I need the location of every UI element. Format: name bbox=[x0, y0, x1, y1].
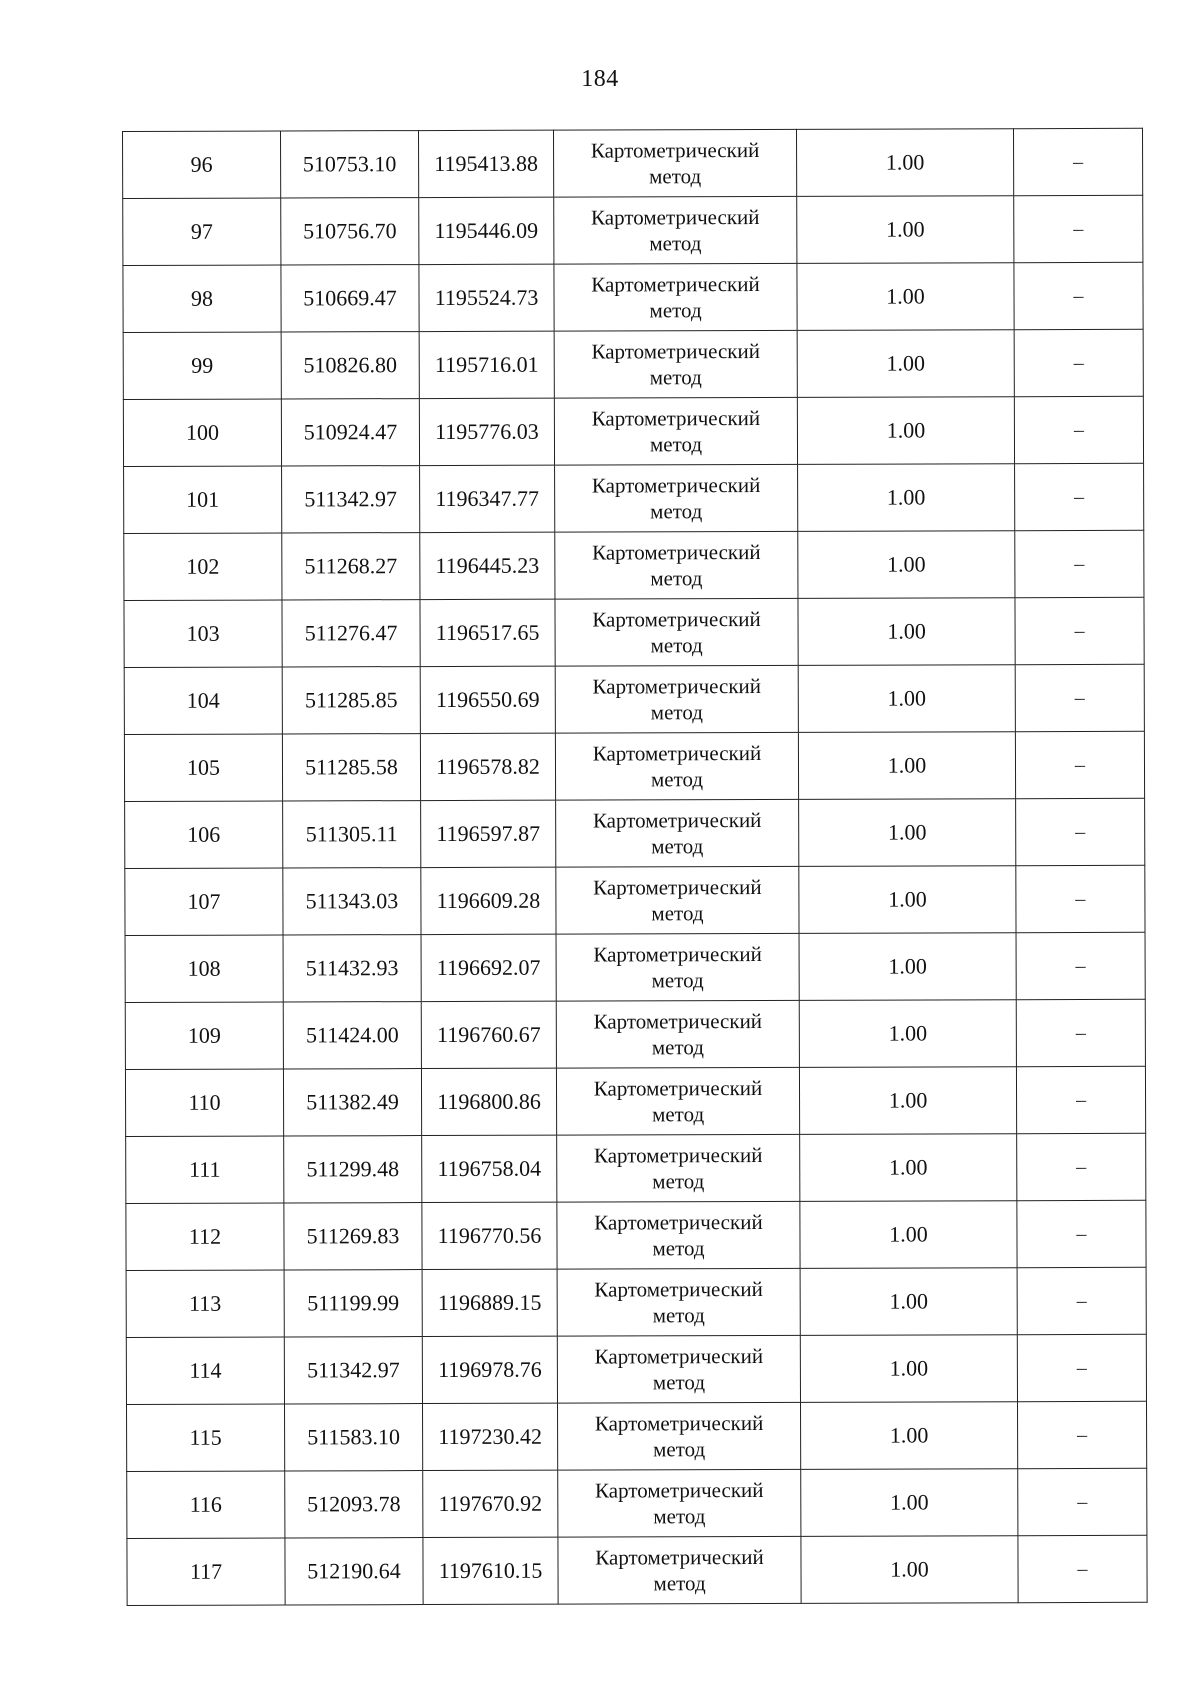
x-coordinate-cell: 511299.48 bbox=[284, 1136, 422, 1203]
precision-cell: 1.00 bbox=[796, 129, 1013, 197]
y-coordinate-cell: 1197230.42 bbox=[422, 1403, 557, 1470]
y-coordinate-cell: 1196609.28 bbox=[421, 867, 556, 934]
note-cell: – bbox=[1017, 1133, 1146, 1200]
table-row bbox=[123, 128, 1143, 198]
table-row bbox=[126, 1334, 1146, 1404]
page-number: 184 bbox=[581, 66, 619, 92]
method-line-1: Картометрический bbox=[593, 1075, 763, 1101]
table-row bbox=[123, 396, 1143, 466]
point-number-cell: 105 bbox=[124, 734, 282, 801]
y-coordinate-cell: 1195776.03 bbox=[419, 398, 554, 465]
method-line-1: Картометрический bbox=[593, 1142, 763, 1168]
method-line-2: метод bbox=[650, 499, 703, 524]
method-line-1: Картометрический bbox=[593, 941, 762, 967]
x-coordinate-cell: 511305.11 bbox=[283, 801, 421, 868]
method-line-2: метод bbox=[651, 834, 704, 859]
note-cell: – bbox=[1017, 1267, 1146, 1334]
table-row bbox=[125, 798, 1145, 868]
method-line-1: Картометрический bbox=[591, 271, 760, 297]
point-number-cell: 98 bbox=[123, 265, 281, 332]
method-line-1: Картометрический bbox=[594, 1410, 764, 1436]
x-coordinate-cell: 512093.78 bbox=[285, 1471, 423, 1538]
method-cell bbox=[556, 866, 799, 934]
precision-cell: 1.00 bbox=[797, 196, 1014, 264]
x-coordinate-cell: 511269.83 bbox=[284, 1203, 422, 1270]
note-cell: – bbox=[1016, 798, 1145, 865]
precision-cell: 1.00 bbox=[797, 263, 1014, 331]
table-row bbox=[124, 463, 1144, 533]
coordinates-table-container bbox=[122, 128, 1147, 1606]
precision-cell: 1.00 bbox=[800, 1268, 1017, 1336]
note-cell: – bbox=[1013, 128, 1142, 195]
x-coordinate-cell: 511268.27 bbox=[282, 533, 420, 600]
table-row bbox=[124, 664, 1144, 734]
y-coordinate-cell: 1196978.76 bbox=[422, 1336, 557, 1403]
method-line-2: метод bbox=[649, 298, 702, 323]
y-coordinate-cell: 1196445.23 bbox=[420, 532, 555, 599]
x-coordinate-cell: 510826.80 bbox=[281, 332, 419, 399]
method-line-2: метод bbox=[652, 1370, 706, 1395]
table-row bbox=[126, 1267, 1146, 1337]
x-coordinate-cell: 511342.97 bbox=[282, 466, 420, 533]
note-cell: – bbox=[1016, 865, 1145, 932]
table-row bbox=[123, 195, 1143, 265]
precision-cell: 1.00 bbox=[798, 732, 1015, 800]
point-number-cell: 117 bbox=[127, 1538, 285, 1605]
precision-cell: 1.00 bbox=[798, 598, 1015, 666]
point-number-cell: 101 bbox=[124, 466, 282, 533]
point-number-cell: 111 bbox=[126, 1136, 284, 1203]
precision-cell: 1.00 bbox=[798, 665, 1015, 733]
point-number-cell: 115 bbox=[127, 1404, 285, 1471]
point-number-cell: 106 bbox=[125, 801, 283, 868]
table-row bbox=[125, 999, 1145, 1069]
table-row bbox=[123, 329, 1143, 399]
method-line-2: метод bbox=[650, 767, 704, 792]
method-line-2: метод bbox=[649, 231, 702, 256]
note-cell: – bbox=[1015, 731, 1144, 798]
method-line-1: Картометрический bbox=[593, 1008, 763, 1034]
x-coordinate-cell: 511342.97 bbox=[284, 1337, 422, 1404]
method-cell bbox=[557, 1201, 800, 1269]
point-number-cell: 97 bbox=[123, 198, 281, 265]
method-line-2: метод bbox=[649, 432, 703, 457]
y-coordinate-cell: 1196889.15 bbox=[422, 1269, 557, 1336]
table-row bbox=[125, 865, 1145, 935]
point-number-cell: 102 bbox=[124, 533, 282, 600]
coordinates-table bbox=[122, 128, 1148, 1606]
table-row bbox=[126, 1200, 1146, 1270]
y-coordinate-cell: 1195524.73 bbox=[419, 264, 554, 331]
point-number-cell: 99 bbox=[123, 332, 281, 399]
table-row bbox=[127, 1468, 1147, 1538]
x-coordinate-cell: 510756.70 bbox=[281, 198, 419, 265]
method-line-2: метод bbox=[649, 164, 702, 189]
note-cell: – bbox=[1014, 195, 1143, 262]
x-coordinate-cell: 511343.03 bbox=[283, 868, 421, 935]
y-coordinate-cell: 1196578.82 bbox=[420, 733, 555, 800]
method-line-2: метод bbox=[651, 968, 704, 993]
method-cell bbox=[556, 1067, 799, 1135]
y-coordinate-cell: 1195446.09 bbox=[419, 197, 554, 264]
point-number-cell: 100 bbox=[123, 399, 281, 466]
method-line-2: метод bbox=[650, 700, 703, 725]
y-coordinate-cell: 1197670.92 bbox=[423, 1470, 558, 1537]
method-cell bbox=[557, 1335, 800, 1403]
method-line-1: Картометрический bbox=[594, 1209, 763, 1235]
y-coordinate-cell: 1196758.04 bbox=[422, 1135, 557, 1202]
precision-cell: 1.00 bbox=[800, 1402, 1017, 1470]
note-cell: – bbox=[1017, 1401, 1146, 1468]
method-cell bbox=[556, 1000, 799, 1068]
y-coordinate-cell: 1196517.65 bbox=[420, 599, 555, 666]
y-coordinate-cell: 1196597.87 bbox=[421, 800, 556, 867]
method-cell bbox=[557, 1268, 800, 1336]
note-cell: – bbox=[1015, 530, 1144, 597]
note-cell: – bbox=[1017, 1200, 1146, 1267]
y-coordinate-cell: 1196347.77 bbox=[420, 465, 555, 532]
method-line-2: метод bbox=[653, 1504, 706, 1529]
table-row bbox=[124, 530, 1144, 600]
y-coordinate-cell: 1195413.88 bbox=[419, 130, 554, 197]
table-row bbox=[127, 1535, 1147, 1605]
precision-cell: 1.00 bbox=[799, 1000, 1016, 1068]
method-cell bbox=[555, 531, 798, 599]
method-cell bbox=[558, 1469, 801, 1537]
method-cell bbox=[557, 1402, 800, 1470]
x-coordinate-cell: 510669.47 bbox=[281, 265, 419, 332]
method-cell bbox=[558, 1536, 801, 1604]
x-coordinate-cell: 511583.10 bbox=[285, 1404, 423, 1471]
y-coordinate-cell: 1196770.56 bbox=[422, 1202, 557, 1269]
precision-cell: 1.00 bbox=[797, 330, 1014, 398]
table-row bbox=[123, 262, 1143, 332]
precision-cell: 1.00 bbox=[801, 1536, 1018, 1604]
method-line-2: метод bbox=[652, 1236, 705, 1261]
method-line-1: Картометрический bbox=[592, 539, 761, 565]
precision-cell: 1.00 bbox=[799, 799, 1016, 867]
method-line-2: метод bbox=[649, 365, 702, 390]
y-coordinate-cell: 1196760.67 bbox=[421, 1001, 556, 1068]
point-number-cell: 96 bbox=[123, 131, 281, 198]
method-line-1: Картометрический bbox=[594, 1343, 764, 1369]
y-coordinate-cell: 1196550.69 bbox=[420, 666, 555, 733]
method-cell bbox=[557, 1134, 800, 1202]
y-coordinate-cell: 1196800.86 bbox=[421, 1068, 556, 1135]
method-line-2: метод bbox=[650, 566, 703, 591]
x-coordinate-cell: 511199.99 bbox=[284, 1270, 422, 1337]
point-number-cell: 114 bbox=[126, 1337, 284, 1404]
method-line-1: Картометрический bbox=[592, 673, 762, 699]
method-line-2: метод bbox=[651, 1035, 704, 1060]
method-line-1: Картометрический bbox=[592, 807, 762, 833]
table-row bbox=[127, 1401, 1147, 1471]
method-cell bbox=[553, 129, 796, 197]
note-cell: – bbox=[1018, 1468, 1147, 1535]
method-line-2: метод bbox=[653, 1437, 706, 1462]
method-line-1: Картометрический bbox=[591, 204, 760, 230]
note-cell: – bbox=[1014, 262, 1143, 329]
method-line-1: Картометрический bbox=[595, 1477, 764, 1503]
table-row bbox=[125, 932, 1145, 1002]
method-line-2: метод bbox=[652, 1169, 705, 1194]
precision-cell: 1.00 bbox=[798, 464, 1015, 532]
x-coordinate-cell: 511285.85 bbox=[282, 667, 420, 734]
table-row bbox=[124, 731, 1144, 801]
method-line-1: Картометрический bbox=[593, 874, 762, 900]
precision-cell: 1.00 bbox=[797, 397, 1014, 465]
method-line-1: Картометрический bbox=[591, 472, 761, 498]
point-number-cell: 107 bbox=[125, 868, 283, 935]
x-coordinate-cell: 511424.00 bbox=[283, 1002, 421, 1069]
method-cell bbox=[556, 933, 799, 1001]
method-cell bbox=[554, 196, 797, 264]
method-line-2: метод bbox=[652, 1102, 705, 1127]
method-cell bbox=[555, 732, 798, 800]
x-coordinate-cell: 512190.64 bbox=[285, 1538, 423, 1605]
method-cell bbox=[554, 263, 797, 331]
method-line-1: Картометрический bbox=[592, 606, 761, 632]
method-line-2: метод bbox=[651, 901, 704, 926]
y-coordinate-cell: 1195716.01 bbox=[419, 331, 554, 398]
table-row bbox=[125, 1066, 1145, 1136]
method-cell bbox=[555, 665, 798, 733]
method-cell bbox=[555, 464, 798, 532]
method-line-1: Картометрический bbox=[595, 1544, 764, 1570]
precision-cell: 1.00 bbox=[799, 933, 1016, 1001]
table-row bbox=[124, 597, 1144, 667]
precision-cell: 1.00 bbox=[800, 1335, 1017, 1403]
method-line-1: Картометрический bbox=[594, 1276, 763, 1302]
note-cell: – bbox=[1015, 463, 1144, 530]
point-number-cell: 104 bbox=[124, 667, 282, 734]
note-cell: – bbox=[1016, 999, 1145, 1066]
method-line-1: Картометрический bbox=[590, 137, 760, 163]
precision-cell: 1.00 bbox=[798, 531, 1015, 599]
note-cell: – bbox=[1017, 1334, 1146, 1401]
method-line-2: метод bbox=[653, 1571, 706, 1596]
method-line-2: метод bbox=[652, 1303, 705, 1328]
note-cell: – bbox=[1014, 329, 1143, 396]
method-cell bbox=[555, 598, 798, 666]
y-coordinate-cell: 1196692.07 bbox=[421, 934, 556, 1001]
note-cell: – bbox=[1015, 664, 1144, 731]
point-number-cell: 108 bbox=[125, 935, 283, 1002]
x-coordinate-cell: 511382.49 bbox=[283, 1069, 421, 1136]
method-line-1: Картометрический bbox=[592, 740, 762, 766]
point-number-cell: 109 bbox=[125, 1002, 283, 1069]
method-line-1: Картометрический bbox=[591, 338, 760, 364]
precision-cell: 1.00 bbox=[800, 1201, 1017, 1269]
precision-cell: 1.00 bbox=[799, 866, 1016, 934]
method-line-2: метод bbox=[650, 633, 703, 658]
method-cell bbox=[554, 330, 797, 398]
method-cell bbox=[554, 397, 797, 465]
y-coordinate-cell: 1197610.15 bbox=[423, 1537, 558, 1604]
note-cell: – bbox=[1016, 932, 1145, 999]
x-coordinate-cell: 511285.58 bbox=[282, 734, 420, 801]
note-cell: – bbox=[1016, 1066, 1145, 1133]
precision-cell: 1.00 bbox=[799, 1067, 1016, 1135]
table-row bbox=[126, 1133, 1146, 1203]
x-coordinate-cell: 510753.10 bbox=[281, 131, 419, 198]
point-number-cell: 112 bbox=[126, 1203, 284, 1270]
point-number-cell: 113 bbox=[126, 1270, 284, 1337]
point-number-cell: 110 bbox=[125, 1069, 283, 1136]
point-number-cell: 103 bbox=[124, 600, 282, 667]
coordinates-table-body bbox=[123, 128, 1148, 1605]
note-cell: – bbox=[1014, 396, 1143, 463]
x-coordinate-cell: 510924.47 bbox=[281, 399, 419, 466]
method-cell bbox=[556, 799, 799, 867]
point-number-cell: 116 bbox=[127, 1471, 285, 1538]
method-line-1: Картометрический bbox=[591, 405, 761, 431]
precision-cell: 1.00 bbox=[801, 1469, 1018, 1537]
x-coordinate-cell: 511432.93 bbox=[283, 935, 421, 1002]
note-cell: – bbox=[1018, 1535, 1147, 1602]
note-cell: – bbox=[1015, 597, 1144, 664]
precision-cell: 1.00 bbox=[800, 1134, 1017, 1202]
x-coordinate-cell: 511276.47 bbox=[282, 600, 420, 667]
